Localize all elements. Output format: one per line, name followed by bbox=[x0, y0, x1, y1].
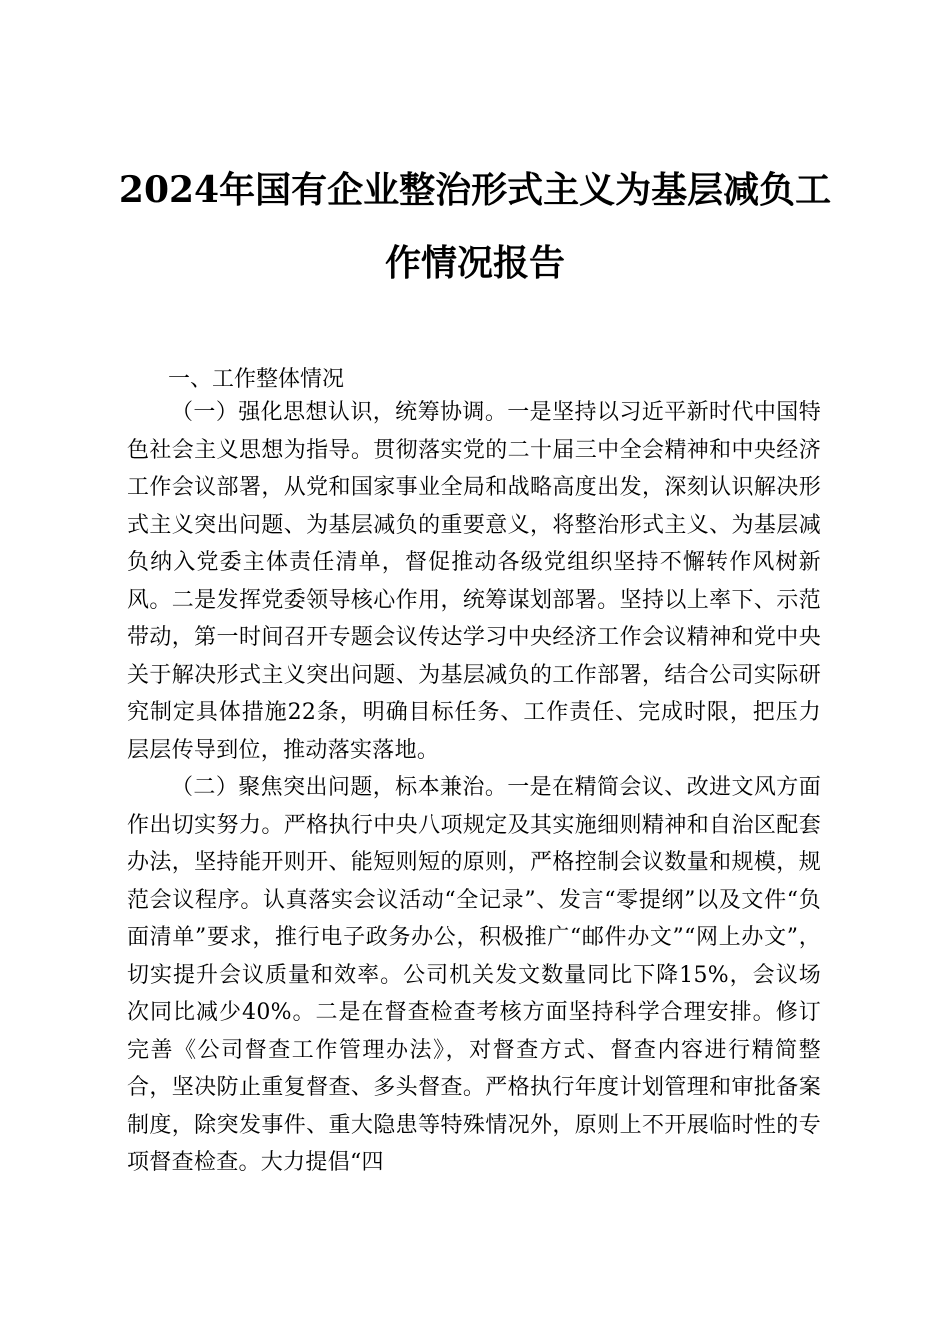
body-paragraph: （一）强化思想认识，统筹协调。一是坚持以习近平新时代中国特色社会主义思想为指导。贯彻落实党的二十届三中全会精神和中央经济工作会议部署，从党和国家事业全局和战略高度出发，深刻认识解决形式主义突出问题、为基层减负的重要意义，将整治形式主义、为基层减负纳入党委主体责任清单，督促推动各级党组织坚持不懈转作风树新风。二是发挥党委领导核心作用，统筹谋划部署。坚持以上率下、示范带动，第一时间召开专题会议传达学习中央经济工作会议精神和党中央关于解决形式主义突出问题、为基层减负的工作部署，结合公司实际研究制定具体措施22条，明确目标任务、工作责任、完成时限，把压力层层传导到位，推动落实落地。 bbox=[127, 400, 821, 763]
document-title-line-2: 作情况报告 bbox=[384, 242, 565, 284]
section-heading: 一、工作整体情况 bbox=[168, 367, 345, 392]
body-paragraph: （二）聚焦突出问题，标本兼治。一是在精简会议、改进文风方面作出切实努力。严格执行中央八项规定及其实施细则精神和自治区配套办法，坚持能开则开、能短则短的原则，严格控制会议数量和规模，规范会议程序。认真落实会议活动“全记录”、发言“零提纲”以及文件“负面清单”要求，推行电子政务办公，积极推广“邮件办文”“网上办文”，切实提升会议质量和效率。公司机关发文数量同比下降15%，会议场次同比减少40%。二是在督查检查考核方面坚持科学合理安排。修订完善《公司督查工作管理办法》，对督查方式、督查内容进行精简整合，坚决防止重复督查、多头督查。严格执行年度计划管理和审批备案制度，除突发事件、重大隐患等特殊情况外，原则上不开展临时性的专项督查检查。大力提倡“四 bbox=[127, 775, 821, 1175]
document-title-line-1: 2024年国有企业整治形式主义为基层减负工 bbox=[118, 169, 832, 211]
